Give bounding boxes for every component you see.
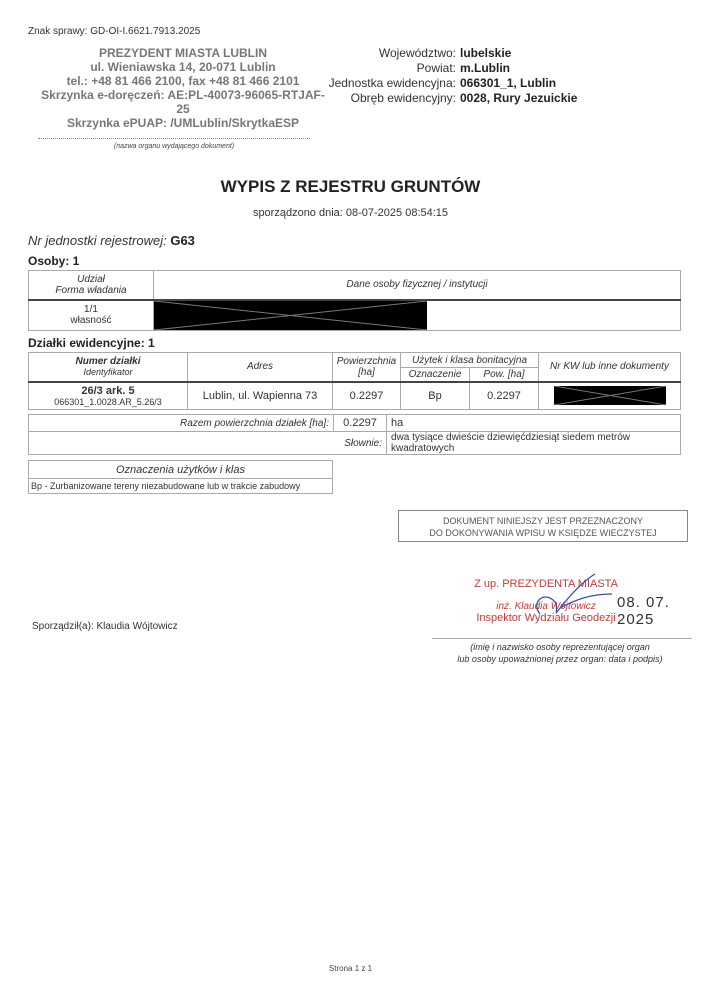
total-area-label: Razem powierzchnia działek [ha]: <box>29 415 334 432</box>
share-header: Udział Forma władania <box>29 271 154 300</box>
address-cell: Lublin, ul. Wapienna 73 <box>188 382 333 410</box>
handwritten-signature-icon <box>520 572 620 622</box>
legend-item: Bp - Zurbanizowane tereny niezabudowane lub w trakcie zabudowy <box>29 479 333 494</box>
signature-caption: (imię i nazwisko osoby reprezentującej organ lub osoby upoważnionej przez organ: data i podpis) <box>457 642 663 664</box>
kw-cell <box>539 382 681 410</box>
land-register-notice: DOKUMENT NINIEJSZY JEST PRZEZNACZONY DO DOKONYWANIA WPISU W KSIĘDZE WIECZYSTEJ <box>398 510 688 542</box>
organ-address: ul. Wieniawska 14, 20-071 Lublin <box>90 60 276 74</box>
parcels-totals <box>28 414 681 455</box>
signature-name: inż. Klaudia Wójtowicz <box>496 601 596 612</box>
designation-cell: Bp <box>401 382 470 410</box>
case-number: Znak sprawy: GD-OI-I.6621.7913.2025 <box>28 26 201 37</box>
registry-unit <box>28 233 195 248</box>
organ-caption: (nazwa organu wydającego dokument) <box>113 143 235 150</box>
address-header: Adres <box>188 353 333 382</box>
organ-divider <box>38 138 310 139</box>
legend-heading: Oznaczenia użytków i klas <box>29 461 333 479</box>
designation-header: Oznaczenie <box>401 368 470 382</box>
prepared-by: Sporządził(a): Klaudia Wójtowicz <box>32 621 178 632</box>
signature-line <box>432 638 692 639</box>
registry-unit-label: Nr jednostki rejestrowej: <box>28 233 167 248</box>
location-row: Powiat: m.Lublin <box>416 61 510 75</box>
issuing-organ <box>28 46 338 130</box>
organ-edelivery-cont: 25 <box>176 102 190 116</box>
document-date: sporządzono dnia: 08-07-2025 08:54:15 <box>252 207 449 219</box>
organ-epuap: Skrzynka ePUAP: /UMLublin/SkrytkaESP <box>66 116 300 130</box>
parcel-number-cell: 26/3 ark. 5 066301_1.0028.AR_5.26/3 <box>29 382 188 410</box>
share-cell: 1/1 własność <box>29 300 154 331</box>
persons-table <box>28 270 681 331</box>
persons-heading: Osoby: 1 <box>28 254 80 268</box>
parcel-number-header: Numer działki Identyfikator <box>29 353 188 382</box>
organ-phone: tel.: +48 81 466 2100, fax +48 81 466 2101 <box>66 74 300 88</box>
redaction-box <box>154 301 427 330</box>
total-area-unit: ha <box>387 415 681 432</box>
total-area-value: 0.2297 <box>334 415 387 432</box>
location-info <box>318 46 577 106</box>
organ-edelivery: Skrzynka e-doręczeń: AE:PL-40073-96065-RTJAF- <box>41 88 325 102</box>
signature-role: Inspektor Wydziału Geodezji <box>476 612 616 624</box>
page-number: Strona 1 z 1 <box>328 964 373 973</box>
location-row: Województwo: lubelskie <box>378 46 512 60</box>
parcels-table <box>28 352 681 410</box>
redaction-box <box>554 386 666 405</box>
location-row: Obręb ewidencyjny: 0028, Rury Jezuickie <box>350 91 578 105</box>
person-data-cell <box>154 300 681 331</box>
area-header: Powierzchnia [ha] <box>333 353 401 382</box>
legend-table <box>28 460 333 494</box>
signature-authority: Z up. PREZYDENTA MIASTA <box>474 578 618 590</box>
table-row <box>29 382 681 410</box>
area-cell: 0.2297 <box>333 382 401 410</box>
words-label: Słownie: <box>29 432 387 455</box>
signature-date: 08. 07. 2025 <box>617 594 670 628</box>
use-class-header: Użytek i klasa bonitacyjna <box>401 353 539 368</box>
use-area-header: Pow. [ha] <box>470 368 539 382</box>
use-area-cell: 0.2297 <box>470 382 539 410</box>
person-data-header: Dane osoby fizycznej / instytucji <box>154 271 681 300</box>
organ-name: PREZYDENT MIASTA LUBLIN <box>99 46 267 60</box>
parcels-heading: Działki ewidencyjne: 1 <box>28 336 155 350</box>
table-row <box>29 300 681 331</box>
kw-header: Nr KW lub inne dokumenty <box>539 353 681 382</box>
location-row: Jednostka ewidencyjna: 066301_1, Lublin <box>328 76 557 90</box>
words-value: dwa tysiące dwieście dziewięćdziesiąt siedem metrów kwadratowych <box>387 432 681 455</box>
registry-unit-value: G63 <box>170 233 195 248</box>
document-title: WYPIS Z REJESTRU GRUNTÓW <box>220 177 481 196</box>
